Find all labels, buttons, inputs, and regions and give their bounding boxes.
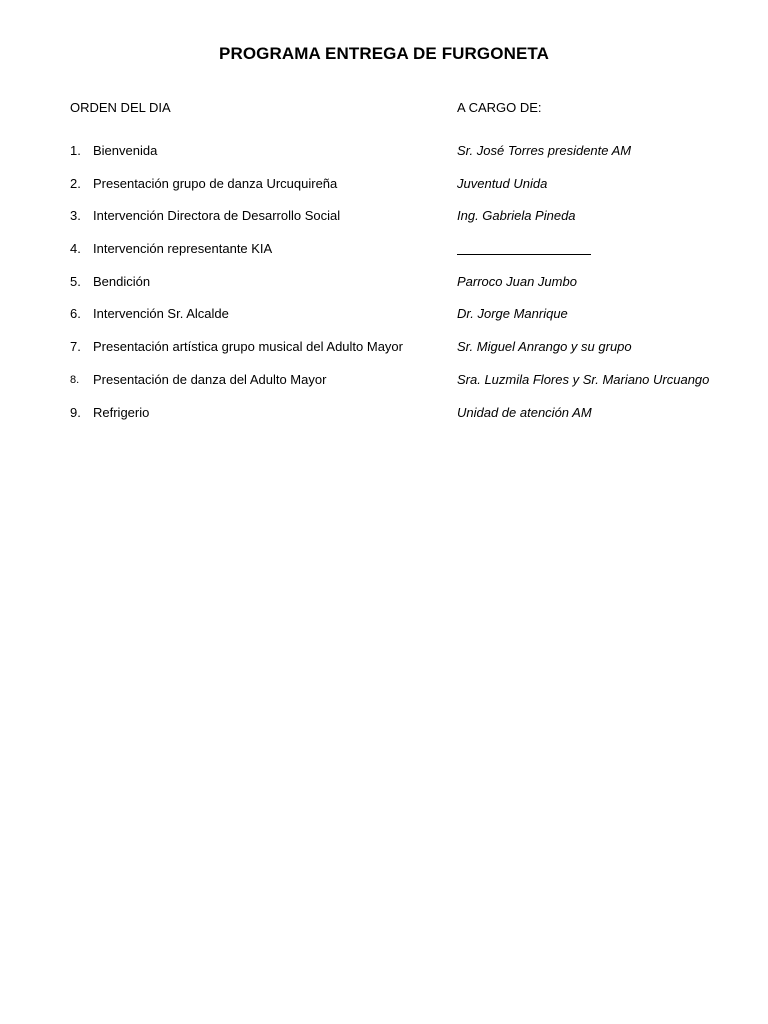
item-responsible: Unidad de atención AM xyxy=(457,404,592,420)
item-activity: Intervención representante KIA xyxy=(93,241,273,257)
item-number: 1. xyxy=(70,143,81,158)
item-responsible: Sra. Luzmila Flores y Sr. Mariano Urcuango xyxy=(457,371,710,387)
blank-signature-line xyxy=(457,254,591,255)
responsible-column-header: A CARGO DE: xyxy=(457,100,542,115)
item-number: 7. xyxy=(70,339,81,355)
item-activity: Intervención Sr. Alcalde xyxy=(93,306,229,322)
list-item xyxy=(0,274,768,307)
item-activity: Presentación grupo de danza Urcuquireña xyxy=(93,175,338,191)
item-activity: Presentación de danza del Adulto Mayor xyxy=(93,371,327,387)
item-responsible: Ing. Gabriela Pineda xyxy=(457,208,576,224)
list-item xyxy=(0,241,768,274)
item-number: 2. xyxy=(70,175,81,191)
item-number: 3. xyxy=(70,208,81,224)
item-number: 5. xyxy=(70,273,81,289)
list-item xyxy=(0,176,768,209)
item-responsible: Juventud Unida xyxy=(457,175,548,191)
item-activity: Intervención Directora de Desarrollo Social xyxy=(93,208,341,224)
item-activity: Refrigerio xyxy=(93,404,150,420)
item-number: 4. xyxy=(70,241,81,257)
list-item xyxy=(0,306,768,339)
document-title: PROGRAMA ENTREGA DE FURGONETA xyxy=(219,44,549,63)
item-number: 9. xyxy=(70,404,81,420)
list-item xyxy=(0,405,768,438)
program-list xyxy=(0,143,768,437)
item-activity: Bendición xyxy=(93,273,151,289)
item-number: 6. xyxy=(70,306,81,322)
item-activity: Bienvenida xyxy=(93,143,158,158)
list-item xyxy=(0,339,768,372)
item-responsible: Sr. José Torres presidente AM xyxy=(457,143,632,158)
list-item xyxy=(0,208,768,241)
list-item xyxy=(0,143,768,176)
item-activity: Presentación artística grupo musical del Adulto Mayor xyxy=(93,339,403,355)
list-item xyxy=(0,372,768,405)
item-responsible: Dr. Jorge Manrique xyxy=(457,306,568,322)
item-responsible: Parroco Juan Jumbo xyxy=(457,273,577,289)
agenda-column-header: ORDEN DEL DIA xyxy=(70,100,171,115)
item-number: 8. xyxy=(70,373,80,386)
item-responsible: Sr. Miguel Anrango y su grupo xyxy=(457,339,632,355)
